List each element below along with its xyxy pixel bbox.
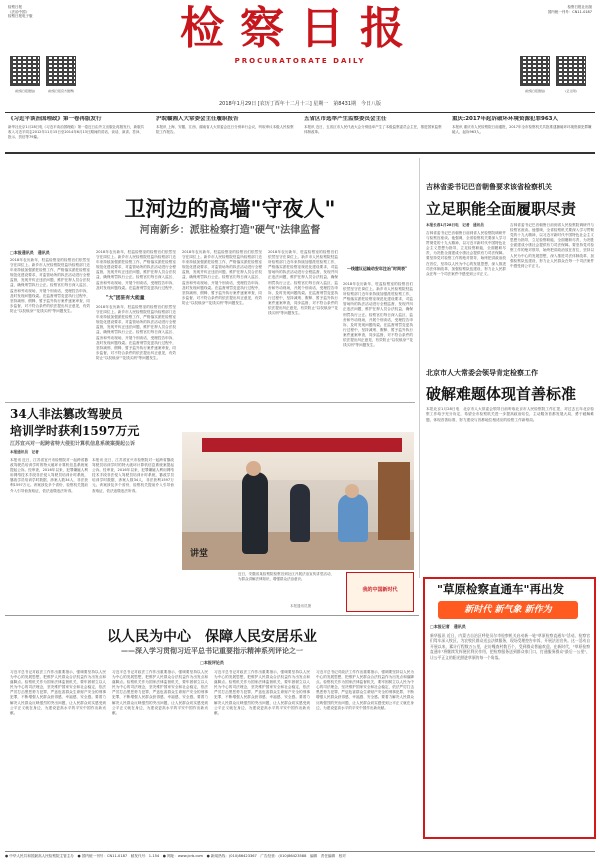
divider xyxy=(5,112,595,113)
feature-byline: □本报记者 通讯员 xyxy=(430,624,466,629)
lead-headline: 卫河边的高墙"守夜人" xyxy=(124,196,336,221)
commentary-body: 习近平总书记对政法工作作出重要指示，强调要坚持以人民为中心的发展思想，把维护人民群众合法权益作为出发点和落脚点。检察机关作为国家法律监督机关，要牢固树立以人民为中心的司法理念，坚决维护国家安全和社会稳定，依法严厉打击黑恶势力犯罪，严惩危害群众生命财产安全的刑事犯罪，不断增强人民群众获得感、幸福感、安全感。要着力解决人民群众反映强烈的突出问题，让人民群众切实感受到公平正义就在身边，为建设更高水平的平安中国作出新贡献。 xyxy=(10,670,106,715)
right-top-body: 吉林省委书记巴音朝鲁日前到省人民检察院调研并与检察官座谈。他强调，全省检察机关要深入学习贯彻党的十九大精神，以习近平新时代中国特色社会主义思想为指导，立足检察职能，全面履职尽责，为决胜全面建成小康社会提供有力司法保障。要坚持党对检察工作的绝对领导，始终把讲政治放在首位，坚持以人民为中心的发展思想，深入推进司法体制改革，加强检察队伍建设，努力让人民群众在每一个司法案件中感受到公平正义。 xyxy=(510,223,594,268)
strip-item xyxy=(156,116,294,149)
qr-code-icon xyxy=(520,56,550,86)
right-mid-kicker: 北京市人大常委会领导肯定检察工作 xyxy=(426,369,538,377)
footer: ● 中华人民共和国最高人民检察院主管主办 ● 国内统一刊号：CN11-0187 邮发代号：1-154 ● 网址：www.jcrb.com ● 新闻热线：(010)86423367 广告经营：(010)86423588 编辑 责任编辑 校对 xyxy=(5,851,595,861)
right-mid-body: 本报北京1月28日电 北京市人大常委会领导日前听取北京市人民检察院工作汇报，对过去五年北京检察工作给予充分肯定，希望全市检察机关进一步提高政治站位，主动服务首都发展大局，勇于破解难题，体现首善标准，努力建设与首都地位相适应的检察工作新格局。 xyxy=(426,407,594,422)
photo-caption-label: 讲堂 xyxy=(190,549,209,559)
divider xyxy=(5,402,415,403)
lead-body: 2018年农历新年，驻监检察室的检察官们依然坚守在岗位上。新乡市人民检察院驻监所检察部门近年来持续加强派驻检察工作，严格落实派驻检察室规范化建设要求，对监管场所的执法活动进行全程监督，发现并纠正违法问题，维护在押人员合法权益，确保刑罚执行公正。检察官们每日深入监区、监舍和劳动现场，开展个别谈话，受理控告申诉，及时发现问题线索。在监督刑罚变更执行过程中，坚持减刑、假释、暂予监外执行案件逐案审查，同步监督，对不符合条件的依法提出纠正意见，有效防止"以权赎身""花钱买刑"等问题发生。 xyxy=(182,250,262,305)
feature-body: 新华报讯 近日，内蒙古自治区呼伦贝尔市检察机关启动新一轮"草原检察直通车"活动。检察官们驾车深入牧区，为农牧民群众送去法律服务，现场受理控告申诉，开展法治宣传。这一活动自开展以来，累计行程数万公里，走访嘎查村数百个，受到群众普遍欢迎。在新时代，"草原检察直通车"将继续发挥便民利民作用，把检察服务送到群众家门口，打通服务群众"最后一公里"，让公平正义的阳光照进草原的每一个角落。 xyxy=(430,633,590,660)
qr-code-icon xyxy=(10,56,40,86)
photo-banner xyxy=(202,438,402,452)
newspaper-title: 检察日报 xyxy=(180,3,420,54)
news-photo xyxy=(182,432,414,570)
lead-body: 2018年农历新年，驻监检察室的检察官们依然坚守在岗位上。新乡市人民检察院驻监所检察部门近年来持续加强派驻检察工作，严格落实派驻检察室规范化建设要求，对监管场所的执法活动进行全程监督，发现并纠正违法问题，维护在押人员合法权益，确保刑罚执行公正。检察官们每日深入监区、监舍和劳动现场，开展个别谈话，受理控告申诉，及时发现问题线索。在监督刑罚变更执行过程中， xyxy=(96,250,176,290)
photo-person xyxy=(242,472,268,554)
strip-body: 本报讯 重庆市人民检察院日前通报，2017年全市检察机关共批准逮捕破坏环境资源犯罪嫌疑人，起诉963人。 xyxy=(452,125,592,135)
ad-box xyxy=(346,572,414,612)
right-top-kicker: 吉林省委书记巴音朝鲁要求该省检察机关 xyxy=(426,183,552,191)
right-mid-headline: 破解难题体现首善标准 xyxy=(426,385,577,403)
photo-door xyxy=(378,462,410,540)
commentary-byline: □本报评论员 xyxy=(200,660,224,665)
newspaper-english-title: PROCURATORATE DAILY xyxy=(234,57,366,65)
masthead-right-info xyxy=(522,5,592,14)
qr-caption: (检察日报微信) xyxy=(524,89,546,93)
column-divider xyxy=(419,158,420,578)
lead-byline: □本报通讯员 通讯员 xyxy=(10,250,50,255)
photo-caption: 近日，安徽省某检察院检察官到社区开展法治宣传讲堂活动，为群众讲解法律知识，增强群众法治意识。 xyxy=(238,572,334,581)
strip-title: 《习近平谈治国理政》第一卷再版发行 xyxy=(8,116,102,122)
lead-body: 2018年农历新年，驻监检察室的检察官们依然坚守在岗位上。新乡市人民检察院驻监所检察部门近年来持续加强派驻检察工作，严格落实派驻检察室规范化建设要求，对监管场所的执法活动进行全程监督，发现并纠正违法问题，维护在押人员合法权益，确保刑罚执行公正。检察官们每日深入监区、监舍和劳动现场，开展个别谈话，受理控告申诉，及时发现问题线索。在监督刑罚变更执行过程中，坚持减刑、假释、暂予监外执行案件逐案审查，同步监督，对不符合条件的依法提出纠正意见，有效防止"以权赎身""花钱买刑"等问题发生。 xyxy=(96,305,176,360)
strip-body: 本报讯 上海、安徽、江西、湖南省人大常委会近日分别举行会议，听取审议本级人民检察院工作报告。 xyxy=(156,125,294,135)
strip-item xyxy=(452,116,592,149)
masthead-left-line: 检察日报电子版 xyxy=(8,14,33,19)
feature-banner xyxy=(438,601,578,619)
masthead-right-line: 检察日报社出版 xyxy=(567,5,592,9)
strip-title: 重庆:2017年起诉破坏环境资源犯罪963人 xyxy=(452,116,558,122)
qr-code-icon xyxy=(556,56,586,86)
strip-body: 新华社北京1月28日电《习近平谈治国理政》第一卷近日由外文出版社再版发行，新版共收入习近平同志2012年11月15日至2014年6月13日期间的讲话、谈话、演讲、答问、批示、贺信等79篇。 xyxy=(8,125,145,139)
right-top-byline: 本报长春1月28日电 记者 通讯员 xyxy=(426,223,484,227)
story2-headline: 培训学时获利1597万元 xyxy=(10,424,140,438)
strip-item xyxy=(8,116,146,149)
strip-title: 沪皖赣湘人大常委会主任履职报告 xyxy=(156,116,239,122)
feature-headline: "草原检察直通车"再出发 xyxy=(437,582,564,596)
photo-person xyxy=(290,484,310,542)
story2-body: 本报讯 近日，江苏省宜兴市检察院对一起跨省篡改驾驶员培训学时的特大破坏计算机信息系统案提起公诉。经审查，2016年以来，犯罪嫌疑人利用网络技术手段非法侵入驾驶员培训计时系统，篡改学员培训学时数据，涉案人数34人，非法获利1597万元。该案涉及多个省份，检察机关提前介入引导侦查取证，依法追缴违法所得。 xyxy=(92,458,174,493)
divider xyxy=(5,152,595,154)
lead-body: 2018年农历新年，驻监检察室的检察官们依然坚守在岗位上。新乡市人民检察院驻监所检察部门近年来持续加强派驻检察工作，严格落实派驻检察室规范化建设要求，对监管场所的执法活动进行全程监督，发现并纠正违法问题，维护在押人员合法权益，确保刑罚执行公正。检察官们每日深入监区、监舍和劳动现场，开展个别谈话，受理控告申诉，及时发现问题线索。在监督刑罚变更执行过程中，坚持减刑、假释、暂予监外执行案件逐案审查，同步监督，对不符合条件的依法提出纠正意见，有效防止"以权赎身""花钱买刑"等问题发生。 xyxy=(10,258,90,313)
story2-headline: 34人非法篡改驾驶员 xyxy=(10,407,123,421)
photo-person xyxy=(338,494,368,542)
lead-subhead: 一线建议运输动安年注冶"时间表" xyxy=(346,266,408,271)
right-top-body: 吉林省委书记巴音朝鲁日前到省人民检察院调研并与检察官座谈。他强调，全省检察机关要深入学习贯彻党的十九大精神，以习近平新时代中国特色社会主义思想为指导，立足检察职能，全面履职尽责，为决胜全面建成小康社会提供有力司法保障。要坚持党对检察工作的绝对领导，始终把讲政治放在首位，坚持以人民为中心的发展思想，深入推进司法体制改革，加强检察队伍建设，努力让人民群众在每一个司法案件中感受到公平正义。 xyxy=(426,231,506,276)
masthead-left-line: 《法治中国》 xyxy=(8,9,29,14)
commentary-headline: 以人民为中心 保障人民安居乐业 xyxy=(107,629,317,645)
divider xyxy=(5,615,419,616)
story2-byline: 本报通讯员 记者 xyxy=(10,450,39,454)
strip-title: 五省区市选举产生监察委员会主任 xyxy=(304,116,387,122)
qr-code-icon xyxy=(46,56,76,86)
masthead-left-line: 检察日报 xyxy=(8,5,22,9)
photo-credit: 本报通讯员摄 xyxy=(290,604,311,608)
feature-banner-text: 新时代 新气象 新作为 xyxy=(464,605,552,615)
lead-subhead: "大"团驻有大能量 xyxy=(106,296,145,301)
strip-body: 本报讯 近日，五省区市人民代表大会分别选举产生了本级监察委员会主任，推进国家监察体制改革。 xyxy=(304,125,442,135)
qr-caption: (正义网) xyxy=(565,89,577,93)
strip-item xyxy=(304,116,442,149)
masthead-right-line: 国内统一刊号：CN11-0187 xyxy=(547,9,592,14)
dateline: 2018年1月29日 [农历丁酉年十二月十三] 星期一 第8431期 今日八版 xyxy=(218,101,382,107)
commentary-subtitle: ——深入学习贯彻习近平总书记重要指示精神系列评论之一 xyxy=(121,647,303,655)
ad-text: 我的中国新时代 xyxy=(362,587,398,593)
photo-person xyxy=(246,461,261,476)
lead-body: 2018年农历新年，驻监检察室的检察官们依然坚守在岗位上。新乡市人民检察院驻监所检察部门近年来持续加强派驻检察工作，严格落实派驻检察室规范化建设要求，对监管场所的执法活动进行全程监督，发现并纠正违法问题，维护在押人员合法权益，确保刑罚执行公正。检察官们每日深入监区、监舍和劳动现场，开展个别谈话，受理控告申诉，及时发现问题线索。在监督刑罚变更执行过程中，坚持减刑、假释、暂予监外执行案件逐案审查，同步监督，对不符合条件的依法提出纠正意见，有效防止"以权赎身""花钱买刑"等问题发生。 xyxy=(268,250,338,316)
lead-subtitle: 河南新乡：派驻检察打造"硬气"法律监督 xyxy=(139,225,321,236)
photo-person xyxy=(345,484,359,498)
masthead-left-info xyxy=(8,5,78,19)
lead-body: 2018年农历新年，驻监检察室的检察官们依然坚守在岗位上。新乡市人民检察院驻监所检察部门近年来持续加强派驻检察工作，严格落实派驻检察室规范化建设要求，对监管场所的执法活动进行全程监督，发现并纠正违法问题，维护在押人员合法权益，确保刑罚执行公正。检察官们每日深入监区、监舍和劳动现场，开展个别谈话，受理控告申诉，及时发现问题线索。在监督刑罚变更执行过程中，坚持减刑、假释、暂予监外执行案件逐案审查，同步监督，对不符合条件的依法提出纠正意见，有效防止"以权赎身""花钱买刑"等问题发生。 xyxy=(343,282,413,348)
right-top-headline: 立足职能全面履职尽责 xyxy=(426,200,577,218)
commentary-body: 习近平总书记对政法工作作出重要指示，强调要坚持以人民为中心的发展思想，把维护人民群众合法权益作为出发点和落脚点。检察机关作为国家法律监督机关，要牢固树立以人民为中心的司法理念，坚决维护国家安全和社会稳定，依法严厉打击黑恶势力犯罪，严惩危害群众生命财产安全的刑事犯罪，不断增强人民群众获得感、幸福感、安全感。要着力解决人民群众反映强烈的突出问题，让人民群众切实感受到公平正义就在身边，为建设更高水平的平安中国作出新贡献。 xyxy=(214,670,310,715)
qr-caption: (检察日报微信) xyxy=(14,89,36,93)
story2-body: 本报讯 近日，江苏省宜兴市检察院对一起跨省篡改驾驶员培训学时的特大破坏计算机信息系统案提起公诉。经审查，2016年以来，犯罪嫌疑人利用网络技术手段非法侵入驾驶员培训计时系统，篡改学员培训学时数据，涉案人数34人，非法获利1597万元。该案涉及多个省份，检察机关提前介入引导侦查取证，依法追缴违法所得。 xyxy=(10,458,88,493)
commentary-body: 习近平总书记对政法工作作出重要指示，强调要坚持以人民为中心的发展思想，把维护人民群众合法权益作为出发点和落脚点。检察机关作为国家法律监督机关，要牢固树立以人民为中心的司法理念，坚决维护国家安全和社会稳定，依法严厉打击黑恶势力犯罪，严惩危害群众生命财产安全的刑事犯罪，不断增强人民群众获得感、幸福感、安全感。要着力解决人民群众反映强烈的突出问题，让人民群众切实感受到公平正义就在身边，为建设更高水平的平安中国作出新贡献。 xyxy=(112,670,208,715)
commentary-body: 习近平总书记对政法工作作出重要指示，强调要坚持以人民为中心的发展思想，把维护人民群众合法权益作为出发点和落脚点。检察机关作为国家法律监督机关，要牢固树立以人民为中心的司法理念，坚决维护国家安全和社会稳定，依法严厉打击黑恶势力犯罪，严惩危害群众生命财产安全的刑事犯罪，不断增强人民群众获得感、幸福感、安全感。要着力解决人民群众反映强烈的突出问题，让人民群众切实感受到公平正义就在身边，为建设更高水平的平安中国作出新贡献。 xyxy=(316,670,414,710)
story2-subtitle: 江苏宜兴对一起跨省特大侵犯计算机信息系统案提起公诉 xyxy=(10,441,136,447)
qr-caption: (检察日报官方微博) xyxy=(47,89,75,93)
